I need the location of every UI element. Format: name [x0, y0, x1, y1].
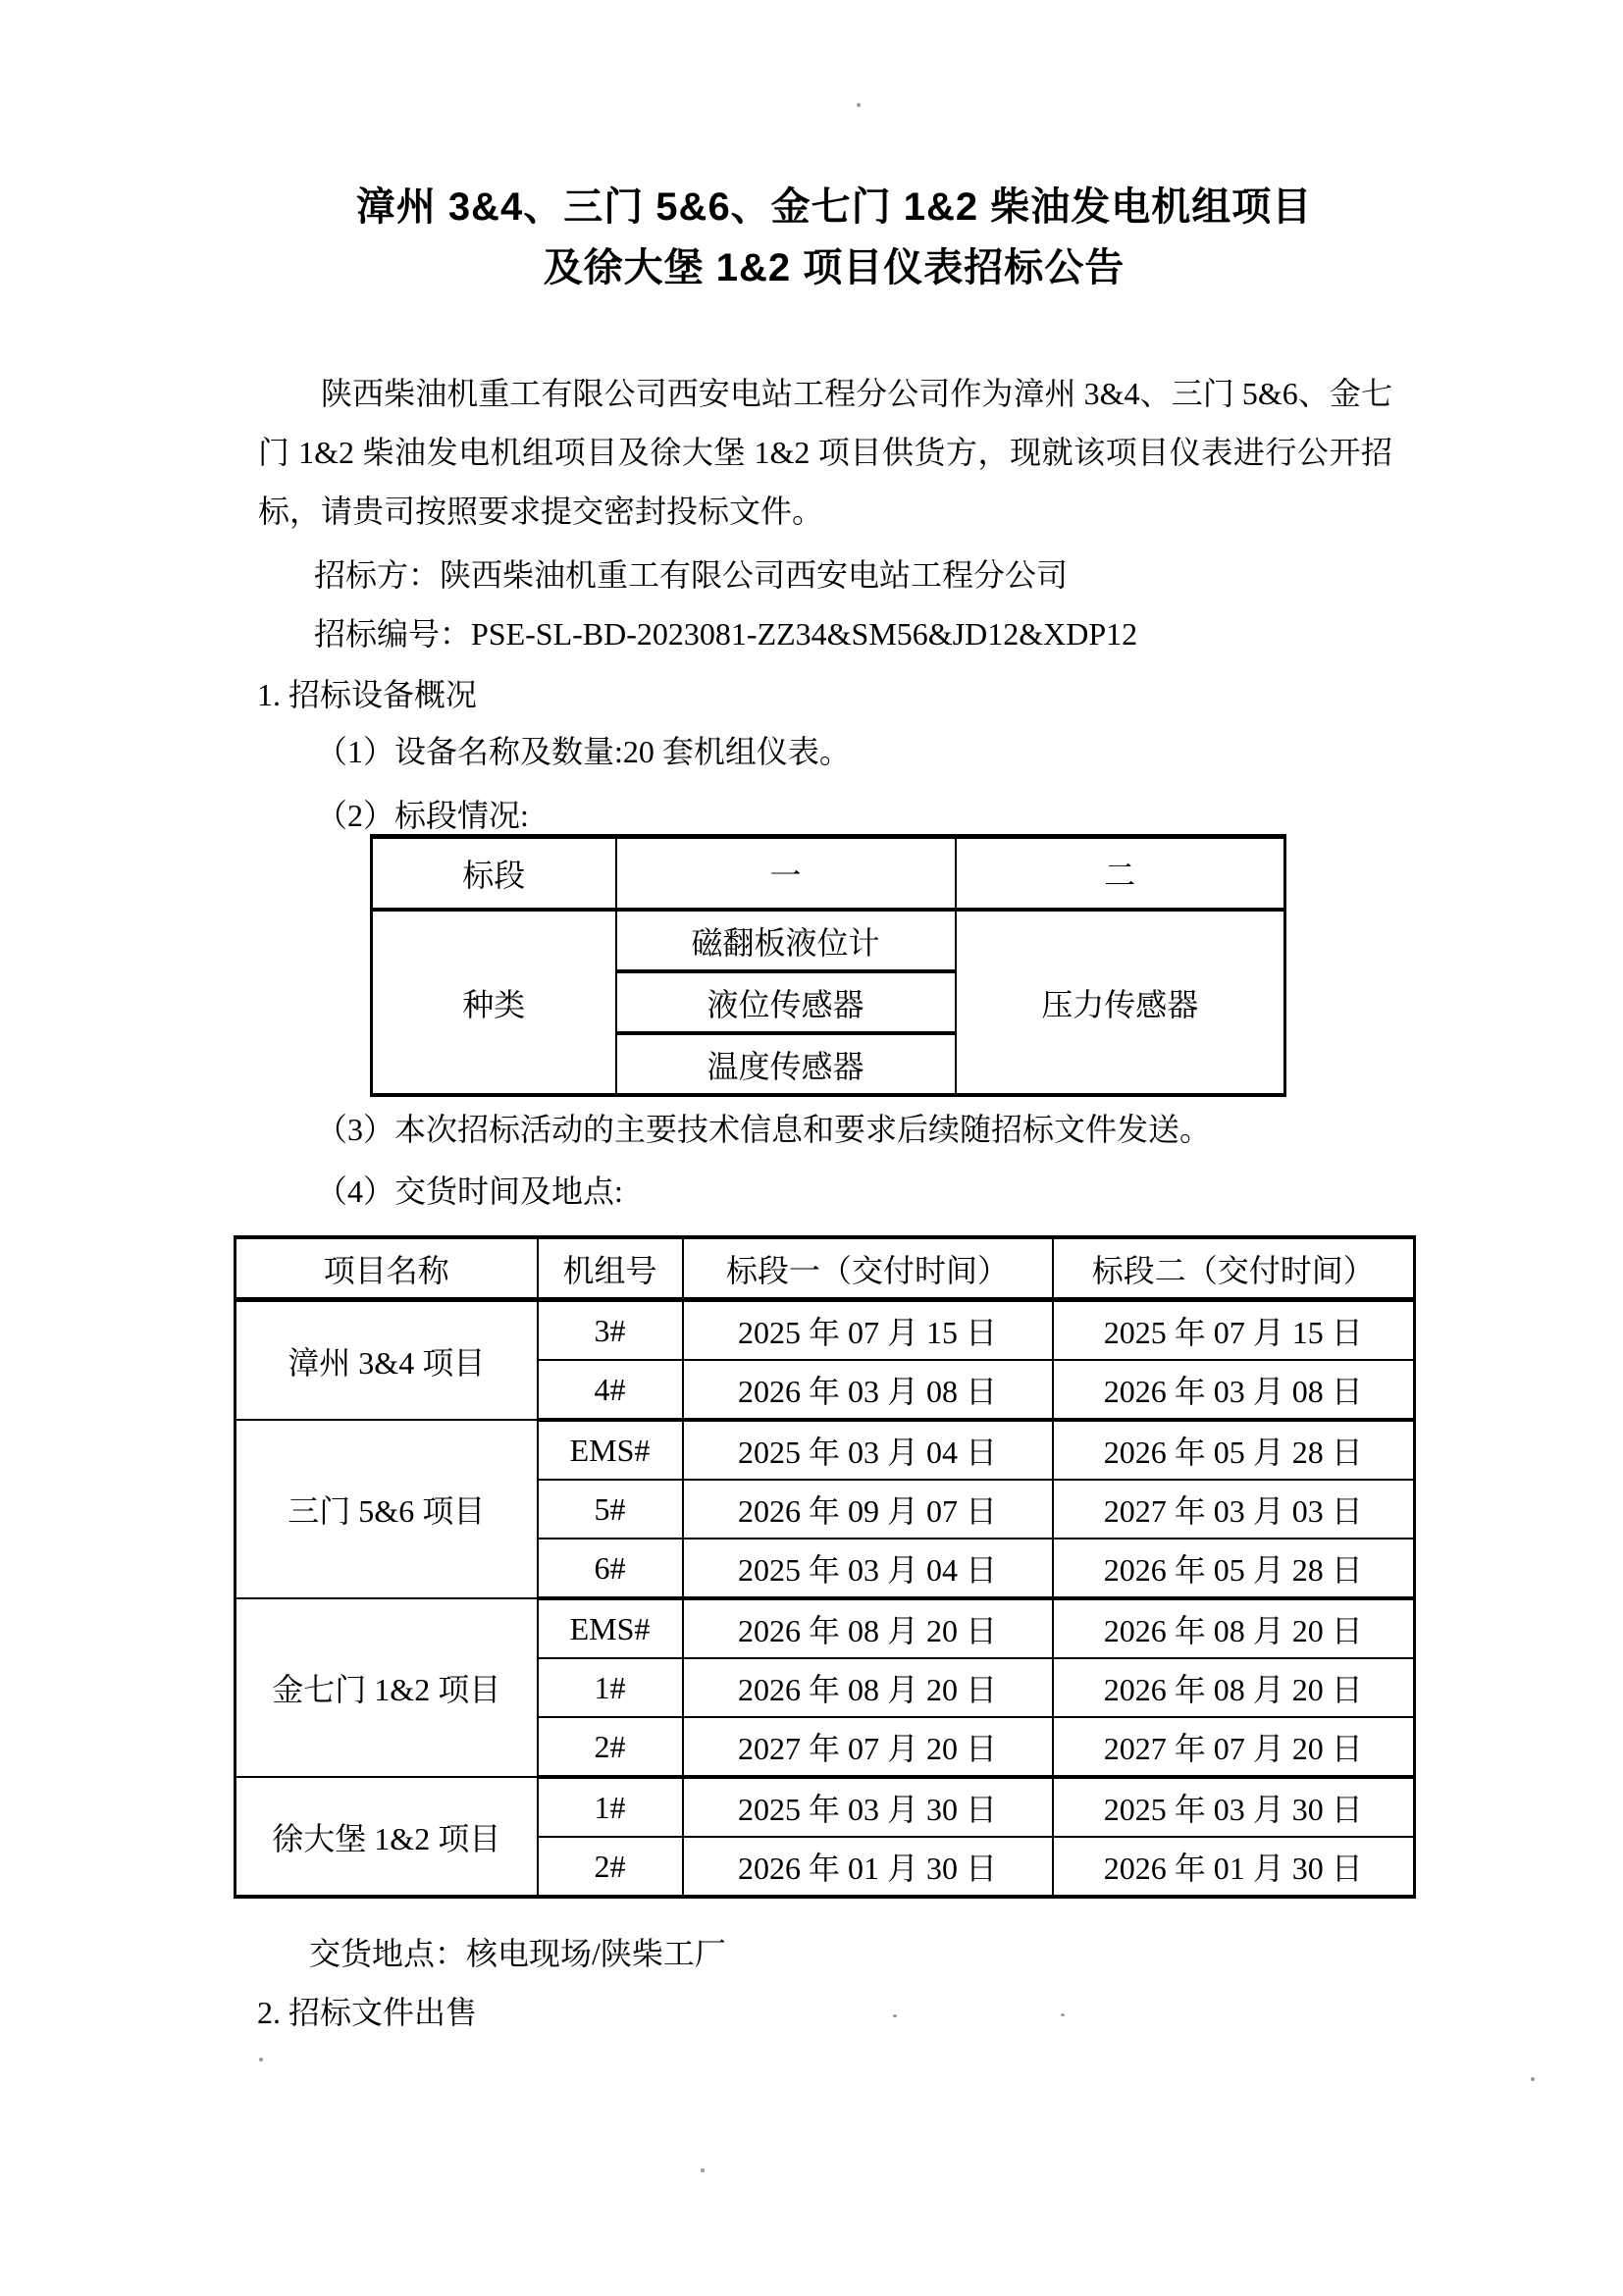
lot-table-kind-label-cell: 种类: [372, 910, 616, 1095]
section-1-heading: 1. 招标设备概况: [257, 677, 478, 712]
delivery-place-line: 交货地点：核电现场/陕柴工厂: [309, 1936, 726, 1971]
unit-cell: 4#: [538, 1360, 683, 1420]
item-technical: （3）本次招标活动的主要技术信息和要求后续随招标文件发送。: [316, 1112, 1212, 1147]
lot2-date-cell: 2026 年 01 月 30 日: [1053, 1837, 1415, 1897]
document-title-line-1: 漳州 3&4、三门 5&6、金七门 1&2 柴油发电机组项目: [355, 185, 1313, 229]
delivery-table-header-cell: 项目名称: [236, 1237, 538, 1300]
delivery-table-header-row: [236, 1237, 1415, 1300]
lot-one-kind-cell: 液位传感器: [616, 971, 956, 1033]
project-cell: 金七门 1&2 项目: [236, 1598, 538, 1777]
document-title-line-2: 及徐大堡 1&2 项目仪表招标公告: [543, 246, 1126, 289]
table-row: [236, 1777, 1415, 1837]
unit-cell: EMS#: [538, 1598, 683, 1658]
lot2-date-cell: 2026 年 03 月 08 日: [1053, 1360, 1415, 1420]
item-delivery: （4）交货时间及地点:: [316, 1174, 623, 1209]
scan-speck: [1061, 2013, 1065, 2016]
project-cell: 徐大堡 1&2 项目: [236, 1777, 538, 1897]
lot2-date-cell: 2026 年 05 月 28 日: [1053, 1539, 1415, 1598]
lot1-date-cell: 2026 年 09 月 07 日: [683, 1480, 1053, 1539]
scan-speck: [259, 2058, 263, 2061]
lot-table-header-cell: 一: [616, 837, 956, 911]
delivery-table: [234, 1235, 1416, 1899]
unit-cell: 3#: [538, 1300, 683, 1361]
delivery-table-header-cell: 机组号: [538, 1237, 683, 1300]
lot1-date-cell: 2026 年 01 月 30 日: [683, 1837, 1053, 1897]
lot2-date-cell: 2026 年 08 月 20 日: [1053, 1598, 1415, 1658]
unit-cell: 6#: [538, 1539, 683, 1598]
lot1-date-cell: 2025 年 03 月 04 日: [683, 1539, 1053, 1598]
intro-paragraph: 陕西柴油机重工有限公司西安电站工程分公司作为漳州 3&4、三门 5&6、金七门 1&2 柴油发电机组项目及徐大堡 1&2 项目供货方，现就该项目仪表进行公开招标，请贵司按照要求提交密封投标文件。: [258, 376, 1392, 529]
lot1-date-cell: 2026 年 03 月 08 日: [683, 1360, 1053, 1420]
lot-table-header-cell: 二: [956, 837, 1285, 911]
lot2-date-cell: 2026 年 05 月 28 日: [1053, 1420, 1415, 1480]
table-row: [236, 1300, 1415, 1361]
scan-speck: [1531, 2077, 1535, 2081]
delivery-table-header-cell: 标段一（交付时间）: [683, 1237, 1053, 1300]
unit-cell: 1#: [538, 1658, 683, 1717]
tender-number-line: 招标编号：PSE-SL-BD-2023081-ZZ34&SM56&JD12&XDP12: [314, 616, 1138, 652]
lot-table-row: [372, 910, 1285, 971]
lot2-date-cell: 2027 年 07 月 20 日: [1053, 1717, 1415, 1777]
lot1-date-cell: 2026 年 08 月 20 日: [683, 1598, 1053, 1658]
project-cell: 三门 5&6 项目: [236, 1420, 538, 1598]
lot-table-header-cell: 标段: [372, 837, 616, 911]
lot-one-kind-cell: 温度传感器: [616, 1033, 956, 1095]
section-2-heading: 2. 招标文件出售: [257, 1995, 478, 2030]
scan-speck: [701, 2168, 705, 2172]
unit-cell: EMS#: [538, 1420, 683, 1480]
lot1-date-cell: 2025 年 03 月 04 日: [683, 1420, 1053, 1480]
lot2-date-cell: 2025 年 03 月 30 日: [1053, 1777, 1415, 1837]
tenderer-line: 招标方：陕西柴油机重工有限公司西安电站工程分公司: [314, 557, 1069, 593]
delivery-table-header-cell: 标段二（交付时间）: [1053, 1237, 1415, 1300]
lot-table: [370, 834, 1286, 1097]
lot1-date-cell: 2025 年 07 月 15 日: [683, 1300, 1053, 1361]
unit-cell: 5#: [538, 1480, 683, 1539]
lot1-date-cell: 2025 年 03 月 30 日: [683, 1777, 1053, 1837]
scan-speck: [893, 2014, 897, 2017]
lot-table-header-row: [372, 837, 1285, 911]
lot2-date-cell: 2025 年 07 月 15 日: [1053, 1300, 1415, 1361]
item-equipment: （1）设备名称及数量:20 套机组仪表。: [316, 734, 851, 769]
document-title: [23, 177, 1623, 298]
unit-cell: 2#: [538, 1717, 683, 1777]
unit-cell: 2#: [538, 1837, 683, 1897]
lot2-date-cell: 2027 年 03 月 03 日: [1053, 1480, 1415, 1539]
lot1-date-cell: 2027 年 07 月 20 日: [683, 1717, 1053, 1777]
table-row: [236, 1420, 1415, 1480]
project-cell: 漳州 3&4 项目: [236, 1300, 538, 1421]
unit-cell: 1#: [538, 1777, 683, 1837]
lot2-date-cell: 2026 年 08 月 20 日: [1053, 1658, 1415, 1717]
lot1-date-cell: 2026 年 08 月 20 日: [683, 1658, 1053, 1717]
lot-one-kind-cell: 磁翻板液位计: [616, 910, 956, 971]
item-lots: （2）标段情况:: [316, 798, 529, 833]
table-row: [236, 1598, 1415, 1658]
lot-two-kind-cell: 压力传感器: [956, 910, 1285, 1095]
scan-speck: [857, 103, 861, 107]
